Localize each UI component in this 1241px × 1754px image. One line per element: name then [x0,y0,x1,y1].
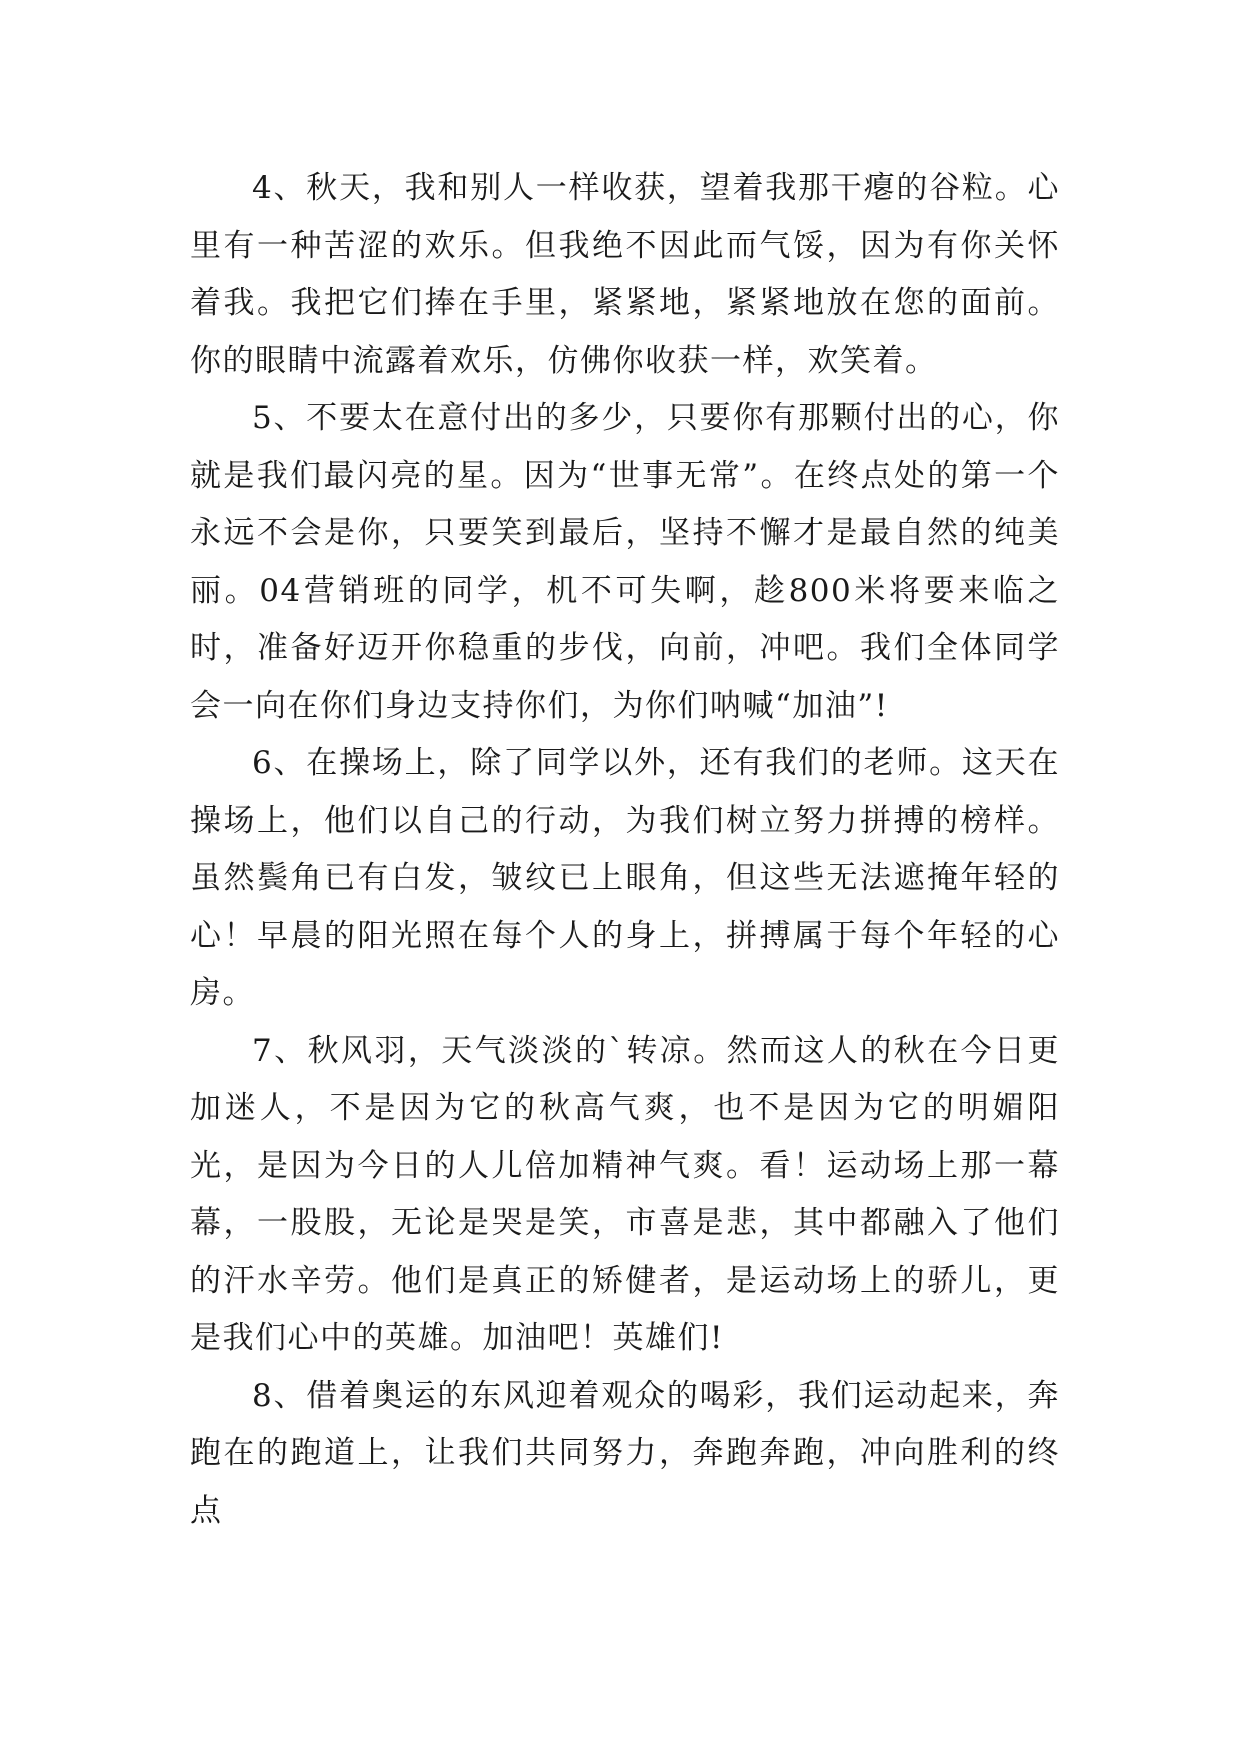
paragraph-8: 8、借着奥运的东风迎着观众的喝彩，我们运动起来，奔跑在的跑道上，让我们共同努力，奔跑奔跑，冲向胜利的终点 [190,1377,1060,1529]
paragraph-4: 4、秋天，我和别人一样收获，望着我那干瘪的谷粒。心里有一种苦涩的欢乐。但我绝不因此而气馁，因为有你关怀着我。我把它们捧在手里，紧紧地，紧紧地放在您的面前。你的眼睛中流露着欢乐，仿佛你收获一样，欢笑着。 [190,170,1060,379]
paragraph-7: 7、秋风羽，天气淡淡的`转凉。然而这人的秋在今日更加迷人，不是因为它的秋高气爽，也不是因为它的明媚阳光，是因为今日的人儿倍加精神气爽。看！运动场上那一幕幕，一股股，无论是哭是笑，市喜是悲，其中都融入了他们的汗水辛劳。他们是真正的矫健者，是运动场上的骄儿，更是我们心中的英雄。加油吧！英雄们! [190,1032,1060,1356]
document-body [190,160,1060,1540]
paragraph-5: 5、不要太在意付出的多少，只要你有那颗付出的心，你就是我们最闪亮的星。因为“世事无常”。在终点处的第一个永远不会是你，只要笑到最后，坚持不懈才是最自然的纯美丽。04营销班的同学，机不可失啊，趁800米将要来临之时，准备好迈开你稳重的步伐，向前，冲吧。我们全体同学会一向在你们身边支持你们，为你们呐喊“加油”! [190,400,1060,724]
paragraph-6: 6、在操场上，除了同学以外，还有我们的老师。这天在操场上，他们以自己的行动，为我们树立努力拼搏的榜样。虽然鬓角已有白发，皱纹已上眼角，但这些无法遮掩年轻的心！早晨的阳光照在每个人的身上，拼搏属于每个年轻的心房。 [190,745,1060,1011]
